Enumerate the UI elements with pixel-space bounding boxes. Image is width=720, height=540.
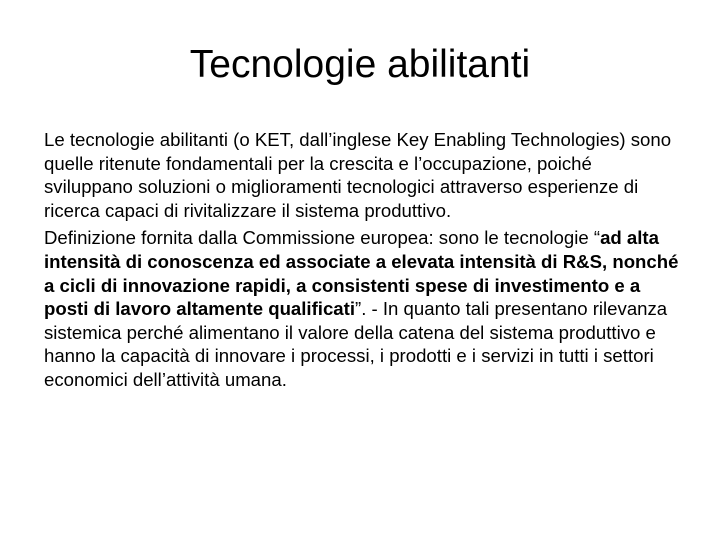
slide-title: Tecnologie abilitanti	[189, 43, 531, 86]
slide-body	[44, 128, 680, 396]
paragraph-text-after: ”. - In quanto tali presentano rilevanza sistemica perché alimentano il valore della catena del sistema produttivo e hanno la capacità di innovare i processi, i prodotti e i servizi in tutti i settori economici dell’attività umana.	[44, 298, 668, 390]
paragraph-bold-quote: ad alta intensità di conoscenza ed associate a elevata intensità di R&S, nonché a cicli di innovazione rapidi, a consistenti spese di investimento e a posti di lavoro altamente qualificati	[44, 227, 679, 320]
paragraph-text-before: Definizione fornita dalla Commissione europea: sono le tecnologie “	[44, 227, 601, 249]
paragraph-commission-definition	[44, 226, 680, 391]
paragraph-ket-definition: Le tecnologie abilitanti (o KET, dall’inglese Key Enabling Technologies) sono quelle ritenute fondamentali per la crescita e l’occupazione, poiché sviluppano soluzioni o miglioramenti tecnologici attraverso esperienze di ricerca capaci di rivitalizzare il sistema produttivo.	[44, 129, 672, 221]
